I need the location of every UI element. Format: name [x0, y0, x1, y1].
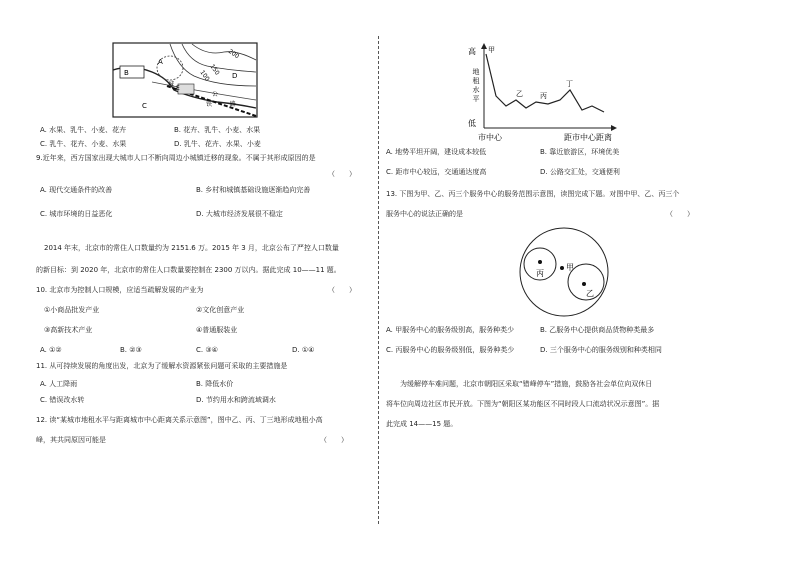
label-a: A [158, 58, 163, 66]
q13-stem-line2: 服务中心的说法正确的是 [386, 210, 463, 218]
x-label-center: 市中心 [478, 133, 502, 142]
intro14-line1: 为缓解停车难问题，北京市朝阳区采取“错峰停车”措施，鼓励各社会单位向双休日 [400, 380, 653, 388]
q11-option-b: B. 降低水价 [196, 380, 234, 388]
q12-stem-line2: 峰，其共同原因可能是 [36, 436, 106, 444]
q8-option-b: B. 花卉、乳牛、小麦、水果 [174, 126, 261, 134]
label-road: 路 [230, 101, 237, 108]
label-200: 200 [226, 47, 241, 61]
y-label-high: 高 [468, 47, 476, 56]
q12-answer-paren: （ ） [320, 436, 348, 444]
q11-option-d: D. 节约用水和跨流域调水 [196, 396, 276, 404]
label-jia: 甲 [488, 46, 495, 54]
label-bing: 丙 [540, 92, 547, 100]
label-yi: 乙 [516, 90, 523, 98]
q12-option-d: D. 公路交汇处，交通便利 [540, 168, 620, 176]
q9-option-b: B. 乡村和城镇基础设施逐渐趋向完善 [196, 186, 311, 194]
q9-option-a: A. 现代交通条件的改善 [40, 186, 113, 194]
circle-label-jia: 甲 [566, 263, 574, 272]
q10-option-c: C. ③④ [196, 346, 218, 354]
circle-label-yi: 乙 [586, 289, 594, 298]
land-rent-chart [464, 40, 644, 144]
q13-option-a: A. 甲服务中心的服务级别高，服务种类少 [386, 326, 515, 334]
q10-item-4: ④普通服装业 [196, 326, 238, 334]
y-label-mid: 地租水平 [472, 68, 480, 104]
label-city: 城 [168, 81, 175, 88]
q8-option-d: D. 乳牛、花卉、水果、小麦 [174, 140, 261, 148]
q10-option-a: A. ①② [40, 346, 62, 354]
dot-bing [538, 260, 542, 264]
label-ding: 丁 [566, 80, 573, 88]
label-railway2: 公 [212, 91, 219, 98]
label-150: 150 [208, 63, 221, 77]
q12-stem-line1: 12. 读“某城市地租水平与距离城市中心距离关系示意图”，图中乙、丙、丁三地形成地租小高 [36, 416, 323, 424]
label-d: D [232, 72, 238, 80]
service-area-diagram [514, 226, 614, 320]
rent-curve [486, 54, 604, 112]
intro10-line2: 的新目标：到 2020 年，北京市的常住人口数量要控制在 2300 万以内。据此完成 10——11 题。 [36, 266, 341, 274]
q11-option-a: A. 人工降雨 [40, 380, 78, 388]
q8-option-a: A. 水果、乳牛、小麦、花卉 [40, 126, 127, 134]
q11-option-c: C. 错误改水转 [40, 396, 85, 404]
q9-option-c: C. 城市环境的日益恶化 [40, 210, 113, 218]
q12-option-a: A. 地势平坦开阔，建设成本较低 [386, 148, 487, 156]
q13-option-c: C. 丙服务中心的服务级别低，服务种类少 [386, 346, 515, 354]
intro10-line1: 2014 年末，北京市的常住人口数量约为 2151.6 万。2015 年 3 月，北京公布了严控人口数量 [44, 244, 339, 252]
label-e: E [176, 85, 180, 92]
land-use-map [112, 42, 258, 118]
q10-item-1: ①小商品批发产业 [44, 306, 100, 314]
q13-option-b: B. 乙服务中心提供商品货物种类最多 [540, 326, 655, 334]
dot-jia [560, 266, 564, 270]
q12-option-b: B. 靠近旅游区，环境优美 [540, 148, 620, 156]
q13-stem-line1: 13. 下图为甲、乙、丙三个服务中心的服务范围示意图，读图完成下题。对图中甲、乙、丙三个 [386, 190, 680, 198]
dot-yi [582, 282, 586, 286]
city-block [178, 84, 194, 94]
label-railway1: 铁 [206, 101, 213, 108]
label-b: B [124, 69, 129, 77]
column-divider [378, 36, 379, 524]
q10-item-3: ③高新技术产业 [44, 326, 93, 334]
q10-answer-paren: （ ） [328, 286, 356, 294]
q9-answer-paren: （ ） [328, 170, 356, 178]
x-label-distance: 距市中心距离 [564, 133, 612, 142]
q10-option-d: D. ①④ [292, 346, 315, 354]
circle-label-bing: 丙 [536, 269, 544, 278]
q10-stem: 10. 北京市为控制人口规模，应适当疏解发展的产业为 [36, 286, 204, 294]
q10-item-2: ②文化创意产业 [196, 306, 245, 314]
label-c: C [142, 102, 147, 110]
intro14-line2: 将车位向周边社区市民开放。下图为“朝阳区某功能区不同时段人口流动状况示意图”。据 [386, 400, 660, 408]
y-label-low: 低 [468, 119, 476, 128]
q8-option-c: C. 乳牛、花卉、小麦、水果 [40, 140, 127, 148]
q9-stem: 9.近年来，西方国家出现大城市人口不断向周边小城镇迁移的现象。不属于其形成原因的是 [36, 154, 316, 162]
intro14-line3: 此完成 14——15 题。 [386, 420, 458, 428]
q9-option-d: D. 大城市经济发展很不稳定 [196, 210, 283, 218]
q12-option-c: C. 距市中心较远，交通通达度高 [386, 168, 487, 176]
label-100: 100 [198, 69, 211, 83]
q11-stem: 11. 从可持续发展的角度出发，北京为了缓解水资源紧张问题可采取的主要措施是 [36, 362, 288, 370]
q13-option-d: D. 三个服务中心的服务级别和种类相同 [540, 346, 662, 354]
circle-jia [520, 228, 608, 316]
q10-option-b: B. ②③ [120, 346, 142, 354]
q13-answer-paren: （ ） [666, 210, 694, 218]
